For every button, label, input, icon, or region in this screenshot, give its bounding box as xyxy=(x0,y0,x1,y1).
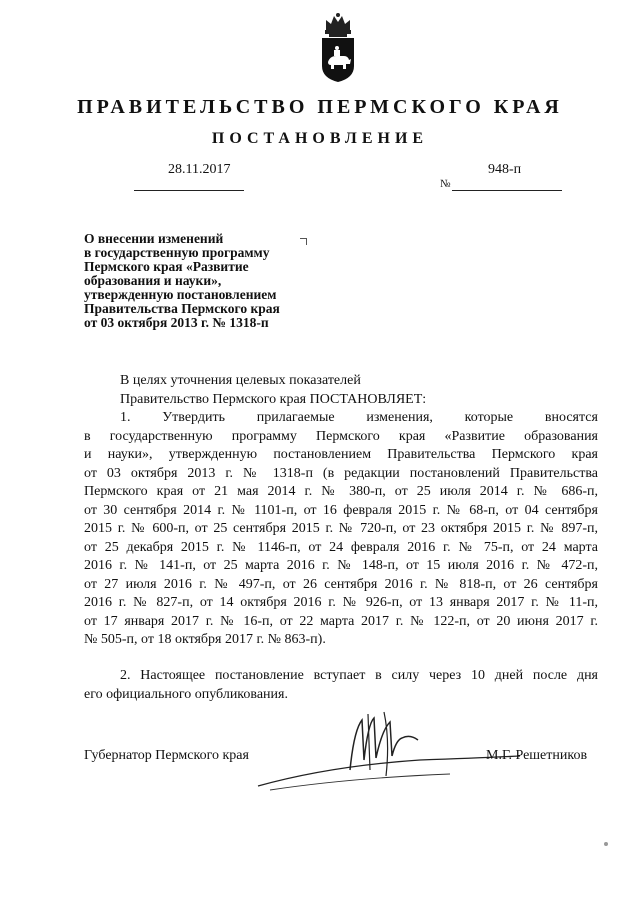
signatory-name: М.Г. Решетников xyxy=(486,748,588,763)
subject-line: утвержденную постановлением xyxy=(84,287,277,302)
subject-line: в государственную программу xyxy=(84,245,270,260)
item-2-line: его официального опубликования. xyxy=(84,686,288,702)
intro-line: Правительство Пермского края ПОСТАНОВЛЯЕТ: xyxy=(120,391,427,407)
intro xyxy=(84,372,598,409)
number-prefix: № xyxy=(440,178,451,190)
document-subject xyxy=(84,232,324,330)
item-1-line: 2016 г. № 141-п, от 25 марта 2016 г. № 148-п, от 15 июля 2016 г. № 472-п, xyxy=(84,558,598,573)
item-1-line: Пермского края от 21 мая 2014 г. № 380-п, от 25 июля 2014 г. № 686-п, xyxy=(84,484,598,499)
subject-line: Правительства Пермского края xyxy=(84,301,280,316)
page-mark xyxy=(604,842,608,846)
item-1-line: от 30 сентября 2014 г. № 1101-п, от 16 февраля 2015 г. № 68-п, от 04 сентября xyxy=(84,502,598,518)
item-1-word: которые xyxy=(464,410,514,425)
subject-line: образования и науки», xyxy=(84,273,222,288)
item-1-word: изменения, xyxy=(366,410,433,425)
subject-line: Пермского края «Развитие xyxy=(84,259,249,274)
item-1-first-line xyxy=(84,409,598,428)
signatory-position: Губернатор Пермского края xyxy=(84,748,249,763)
item-1-line: от 17 января 2017 г. № 16-п, от 22 марта 2017 г. № 122-п, от 20 июня 2017 г. xyxy=(84,613,598,629)
date-underline xyxy=(134,190,244,191)
subject-corner-mark xyxy=(300,238,307,245)
item-1-line: № 505-п, от 18 октября 2017 г. № 863-п). xyxy=(84,632,326,647)
document-number: 948-п xyxy=(488,162,522,177)
subject-line: О внесении изменений xyxy=(84,231,224,246)
item-1-word: вносятся xyxy=(544,410,598,425)
item-1-line: от 03 октября 2013 г. № 1318-п (в редакции постановлений Правительства xyxy=(84,465,598,481)
item-1-line: 2015 г. № 600-п, от 25 сентября 2015 г. № 720-п, от 23 октября 2015 г. № 897-п, xyxy=(84,521,598,536)
item-2 xyxy=(84,667,598,704)
number-underline xyxy=(452,190,562,191)
item-1-line: 2016 г. № 827-п, от 14 октября 2016 г. № 926-п, от 13 января 2017 г. № 11-п, xyxy=(84,595,598,610)
perm-krai-coat-of-arms-icon xyxy=(318,12,358,84)
subject-line: от 03 октября 2013 г. № 1318-п xyxy=(84,315,269,330)
government-title: ПРАВИТЕЛЬСТВО ПЕРМСКОГО КРАЯ xyxy=(77,96,563,118)
item-1 xyxy=(84,409,598,650)
document-type: ПОСТАНОВЛЕНИЕ xyxy=(211,130,429,147)
item-1-word: прилагаемые xyxy=(256,410,335,425)
item-1-line: от 27 июля 2016 г. № 497-п, от 26 сентября 2016 г. № 818-п, от 26 сентября xyxy=(84,576,598,592)
document-date: 28.11.2017 xyxy=(168,162,231,177)
item-1-line: в государственную программу Пермского края «Развитие образования xyxy=(84,428,598,444)
item-2-line: 2. Настоящее постановление вступает в силу через 10 дней после дня xyxy=(120,668,598,683)
item-1-line: от 25 декабря 2015 г. № 1146-п, от 24 февраля 2016 г. № 75-п, от 24 марта xyxy=(84,539,598,555)
item-1-word: Утвердить xyxy=(162,410,225,425)
item-1-line: и науки», утвержденную постановлением Правительства Пермского края xyxy=(84,447,598,462)
intro-line: В целях уточнения целевых показателей xyxy=(120,373,361,388)
item-1-word: 1. xyxy=(120,410,131,425)
